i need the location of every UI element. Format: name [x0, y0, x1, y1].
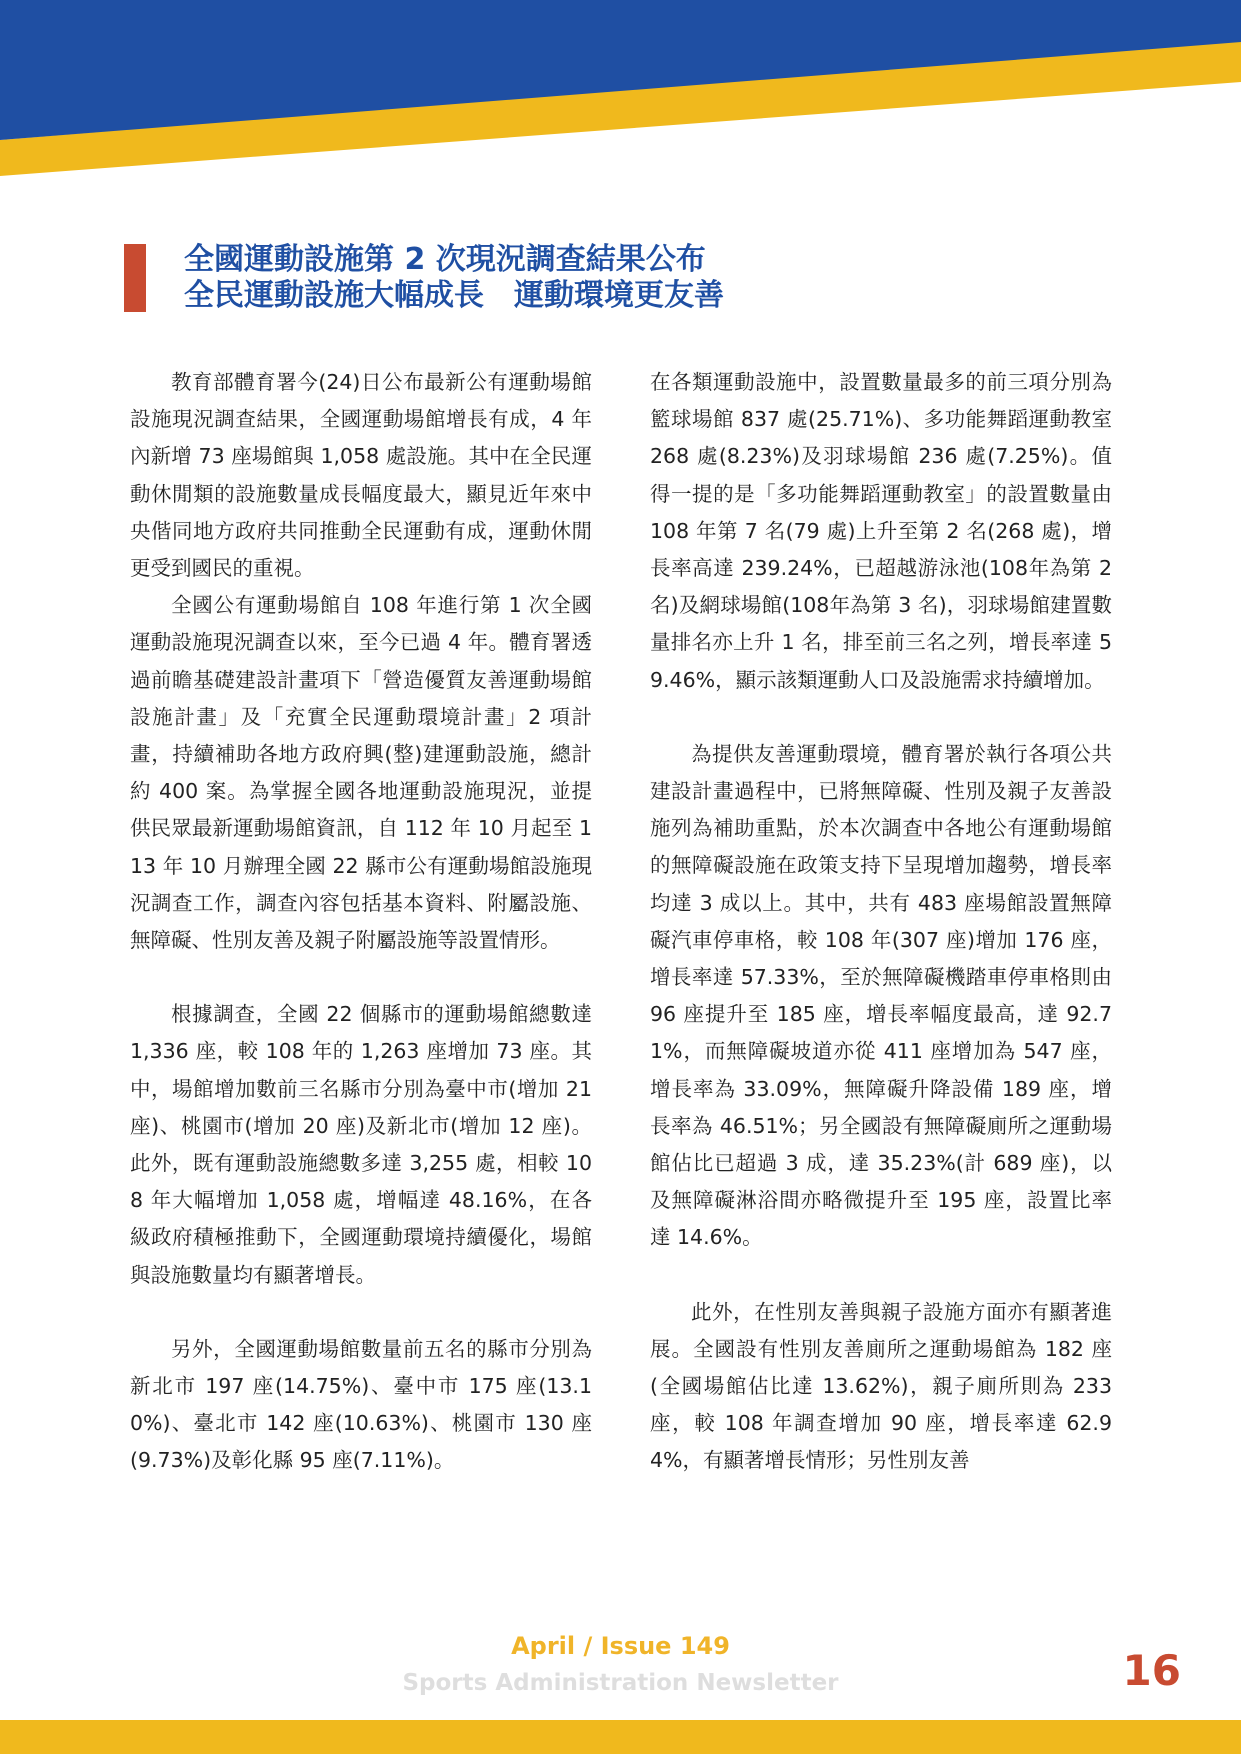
title-accent-bar	[124, 244, 146, 312]
title-line-2: 全民運動設施大幅成長 運動環境更友善	[184, 278, 724, 313]
title-line-1: 全國運動設施第 2 次現況調查結果公布	[184, 242, 706, 277]
paragraph: 另外，全國運動場館數量前五名的縣市分別為新北市 197 座(14.75%)、臺中市 175 座(13.10%)、臺北市 142 座(10.63%)、桃園市 130 座(9.73%)及彰化縣 95 座(7.11%)。	[130, 1336, 592, 1473]
paragraph: 為提供友善運動環境，體育署於執行各項公共建設計畫過程中，已將無障礙、性別及親子友善設施列為補助重點，於本次調查中各地公有運動場館的無障礙設施在政策支持下呈現增加趨勢，增長率均達 3 成以上。其中，共有 483 座場館設置無障礙汽車停車格，較 108 年(307 座)增加 176 座，增長率達 57.33%，至於無障礙機踏車停車格則由 96 座提升至 185 座，增長率幅度最高，達 92.71%，而無障礙坡道亦從 411 座增加為 547 座，增長率為 33.09%，無障礙升降設備 189 座，增長率為 46.51%；另全國設有無障礙廁所之運動場館佔比已超過 3 成，達 35.23%(計 689 座)，以及無障礙淋浴間亦略微提升至 195 座，設置比率達 14.6%。	[650, 741, 1112, 1250]
left-column	[130, 364, 592, 1480]
header-banner	[0, 0, 1241, 190]
paragraph: 根據調查，全國 22 個縣市的運動場館總數達 1,336 座，較 108 年的 1,263 座增加 73 座。其中，場館增加數前三名縣市分別為臺中市(增加 21 座)、桃園市(增加 20 座)及新北市(增加 12 座)。此外，既有運動設施總數多達 3,255 處，相較 108 年大幅增加 1,058 處，增幅達 48.16%，在各級政府積極推動下，全國運動環境持續優化，場館與設施數量均有顯著增長。	[130, 1002, 592, 1287]
paragraph: 教育部體育署今(24)日公布最新公有運動場館設施現況調查結果，全國運動場館增長有成，4 年內新增 73 座場館與 1,058 處設施。其中在全民運動休閒類的設施數量成長幅度最大，顯見近年來中央偕同地方政府共同推動全民運動有成，運動休閒更受到國民的重視。	[130, 370, 592, 581]
paragraph: 在各類運動設施中，設置數量最多的前三項分別為籃球場館 837 處(25.71%)、多功能舞蹈運動教室 268 處(8.23%)及羽球場館 236 處(7.25%)。值得一提的是「多功能舞蹈運動教室」的設置數量由 108 年第 7 名(79 處)上升至第 2 名(268 處)，增長率高達 239.24%，已超越游泳池(108年為第 2 名)及網球場館(108年為第 3 名)，羽球場館建置數量排名亦上升 1 名，排至前三名之列，增長率達 59.46%，顯示該類運動人口及設施需求持續增加。	[650, 370, 1112, 692]
right-column	[650, 364, 1112, 1480]
paragraph: 此外，在性別友善與親子設施方面亦有顯著進展。全國設有性別友善廁所之運動場館為 182 座(全國場館佔比達 13.62%)，親子廁所則為 233 座，較 108 年調查增加 90 座，增長率達 62.94%，有顯著增長情形；另性別友善	[650, 1299, 1112, 1473]
article-title-block	[124, 242, 1024, 314]
footer-band	[0, 1720, 1241, 1754]
page-number: 16	[1122, 1646, 1181, 1695]
footer-publication: Sports Administration Newsletter	[402, 1670, 839, 1696]
footer-issue: April / Issue 149	[511, 1632, 730, 1660]
paragraph: 全國公有運動場館自 108 年進行第 1 次全國運動設施現況調查以來，至今已過 4 年。體育署透過前瞻基礎建設計畫項下「營造優質友善運動場館設施計畫」及「充實全民運動環境計畫」2 項計畫，持續補助各地方政府興(整)建運動設施，總計約 400 案。為掌握全國各地運動設施現況，並提供民眾最新運動場館資訊，自 112 年 10 月起至 113 年 10 月辦理全國 22 縣市公有運動場館設施現況調查工作，調查內容包括基本資料、附屬設施、無障礙、性別友善及親子附屬設施等設置情形。	[130, 593, 592, 953]
article-title	[184, 242, 1024, 314]
